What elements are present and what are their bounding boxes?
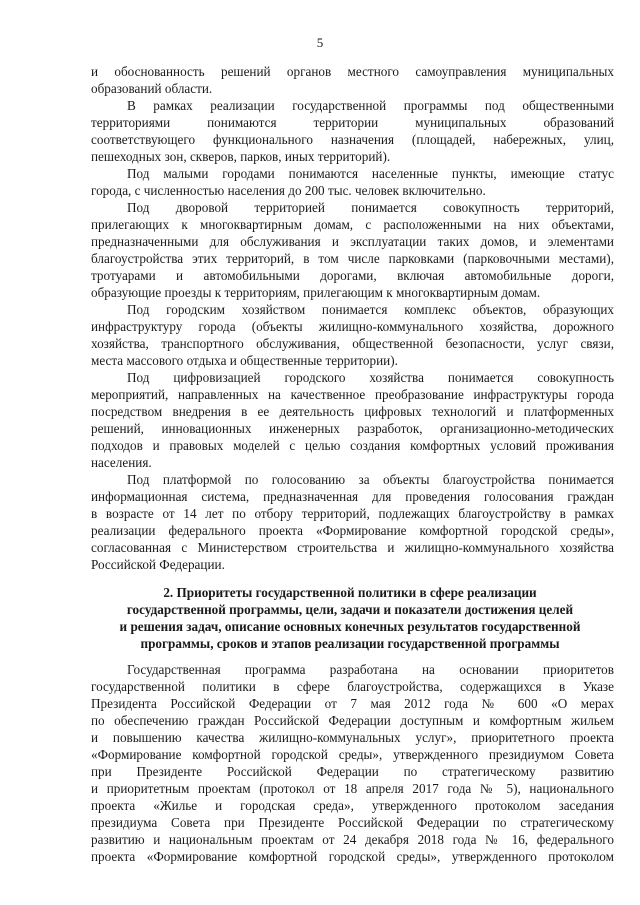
text-line: мероприятий, направленных на качественное преобразование инфраструктуры города — [91, 387, 614, 402]
text-line: благоустройства этих территорий, в том числе парковками (парковочными местами), — [91, 251, 614, 266]
text-line: соответствующего функционального назначения (площадей, набережных, улиц, — [91, 132, 614, 147]
text-line: пешеходных зон, скверов, парков, иных территорий). — [91, 149, 391, 164]
text-line: проекта «Формирование комфортной городской среды», утвержденного протоколом — [91, 849, 614, 864]
text-line: хозяйства, транспортного обслуживания, общественной безопасности, услуг связи, — [91, 336, 614, 351]
section-heading-line: программы, сроков и этапов реализации государственной программы — [140, 636, 560, 651]
text-line: Государственная программа разработана на основании приоритетов — [127, 662, 614, 677]
text-line: прилегающих к многоквартирным домам, с расположенными на них объектами, — [91, 217, 614, 232]
text-line: территориями понимаются территории муниципальных образований — [91, 115, 614, 130]
text-line: Под цифровизацией городского хозяйства понимается совокупность — [127, 370, 614, 385]
text-line: решений, инновационных инженерных разработок, организационно-методических — [91, 421, 614, 436]
text-line: реализации федерального проекта «Формирование комфортной городской среды», — [91, 523, 614, 538]
section-heading-line: государственной программы, цели, задачи и показатели достижения целей — [126, 602, 574, 617]
text-line: информационная система, предназначенная для проведения голосования граждан — [91, 489, 614, 504]
text-line: «Формирование комфортной городской среды», утвержденного президиумом Совета — [91, 747, 614, 762]
text-line: предназначенными для обслуживания и эксплуатации таких домов, и элементами — [91, 234, 614, 249]
text-line: согласованная с Министерством строительства и жилищно-коммунального хозяйства — [91, 540, 614, 555]
page-number: 5 — [316, 35, 324, 50]
text-line: государственной политики в сфере благоустройства, содержащихся в Указе — [91, 679, 614, 694]
text-line: Под городским хозяйством понимается комплекс объектов, образующих — [127, 302, 614, 317]
text-line: Президента Российской Федерации от 7 мая 2012 года № 600 «О мерах — [91, 696, 614, 711]
text-line: и приоритетным проектам (протокол от 18 апреля 2017 года № 5), национального — [91, 781, 614, 796]
text-line: города, с численностью населения до 200 тыс. человек включительно. — [91, 183, 486, 198]
section-heading-line: 2. Приоритеты государственной политики в сфере реализации — [163, 585, 537, 600]
text-line: и повышению качества жилищно-коммунальных услуг», приоритетного проекта — [91, 730, 614, 745]
text-line: В рамках реализации государственной программы под общественными — [127, 98, 614, 113]
text-line: Под дворовой территорией понимается совокупность территорий, — [127, 200, 614, 215]
text-line: образований области. — [91, 81, 213, 96]
text-line: Под платформой по голосованию за объекты благоустройства понимается — [127, 472, 614, 487]
text-line: инфраструктуру города (объекты жилищно-коммунального хозяйства, дорожного — [91, 319, 614, 334]
text-line: тротуарами и автомобильными дорогами, включая автомобильные дороги, — [91, 268, 614, 283]
text-line: в возрасте от 14 лет по отбору территорий, подлежащих благоустройству в рамках — [91, 506, 614, 521]
text-line: проекта «Жилье и городская среда», утвержденного протоколом заседания — [91, 798, 614, 813]
text-line: населения. — [91, 455, 152, 470]
text-line: Российской Федерации. — [91, 557, 225, 572]
text-line: подходов и правовых моделей с целью создания комфортных условий проживания — [91, 438, 614, 453]
text-line: президиума Совета при Президенте Российской Федерации по стратегическому — [91, 815, 614, 830]
text-line: при Президенте Российской Федерации по стратегическому развитию — [91, 764, 614, 779]
text-line: по обеспечению граждан Российской Федерации доступным и комфортным жильем — [91, 713, 614, 728]
section-heading-line: и решения задач, описание основных конечных результатов государственной — [119, 619, 581, 634]
text-line: места массового отдыха и общественные территории). — [91, 353, 398, 368]
text-line: посредством внедрения в ее деятельность цифровых технологий и платформенных — [91, 404, 614, 419]
text-line: развитию и национальным проектам от 24 декабря 2018 года № 16, федерального — [91, 832, 614, 847]
text-line: образующие проезды к территориям, прилегающим к многоквартирным домам. — [91, 285, 541, 300]
text-line: Под малыми городами понимаются населенные пункты, имеющие статус — [127, 166, 614, 181]
text-line: и обоснованность решений органов местного самоуправления муниципальных — [91, 64, 614, 79]
